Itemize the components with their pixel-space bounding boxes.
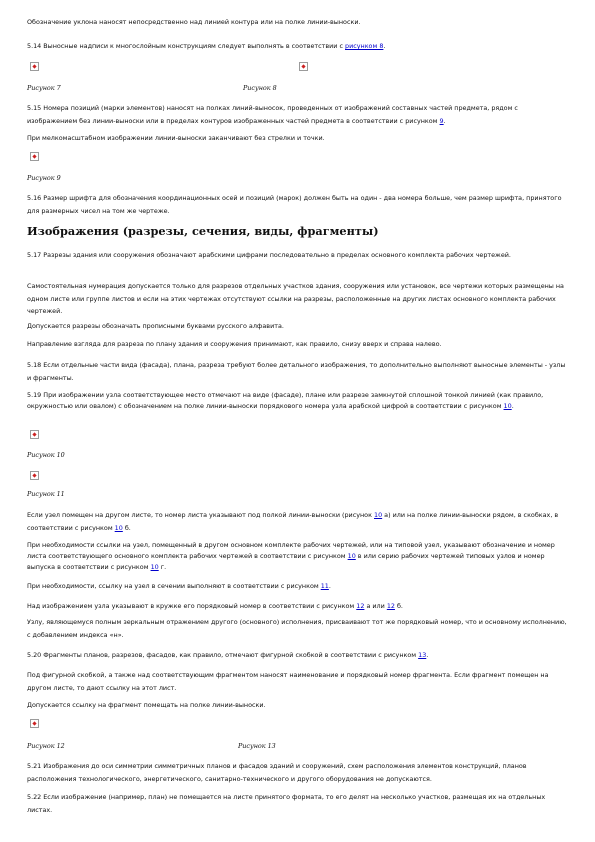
broken-image-icon bbox=[299, 62, 308, 71]
paragraph-text: При необходимости ссылки на узел, помещенный в другом основном комплекте рабочих чертежей, или на типовой узел, указывают обозначение и номер листа соответствующего основного комплекта рабочих чертежей в соответствии с рисунком bbox=[27, 541, 555, 560]
paragraph-text: а) или на полке линии-выноски рядом, в скобках, в соответствии с рисунком bbox=[27, 511, 559, 532]
broken-image-icon bbox=[30, 62, 39, 71]
paragraph-slope: Обозначение уклона наносят непосредственно над линией контура или на полке линии-выноски. bbox=[27, 18, 361, 26]
paragraph-text: При необходимости, ссылку на узел в сечении выполняют в соответствии с рисунком bbox=[27, 582, 321, 590]
link-figure-13[interactable]: 13 bbox=[418, 651, 427, 659]
paragraph-5-14 bbox=[27, 41, 567, 52]
broken-image-icon bbox=[30, 430, 39, 439]
caption-figure-11: Рисунок 11 bbox=[27, 490, 65, 498]
paragraph-section-ref bbox=[27, 581, 567, 592]
link-figure-10[interactable]: 10 bbox=[503, 402, 512, 410]
caption-figure-12: Рисунок 12 bbox=[27, 742, 65, 750]
link-figure-10[interactable]: 10 bbox=[114, 523, 123, 532]
broken-image-icon bbox=[30, 471, 39, 480]
paragraph-text: . bbox=[511, 402, 514, 410]
paragraph-text: Над изображением узла указывают в кружке его порядковый номер в соответствии с рисунком bbox=[27, 602, 357, 610]
link-figure-9[interactable]: 9 bbox=[439, 116, 444, 125]
paragraph-view-direction: Направление взгляда для разреза по плану здания и сооружения принимают, как правило, снизу вверх и справа налево. bbox=[27, 340, 442, 348]
paragraph-5-16: 5.16 Размер шрифта для обозначения координационных осей и позиций (марок) должен быть на один - два номера больше, чем размер шрифта, принятого для размерных чисел на том же чертеже. bbox=[27, 194, 562, 215]
paragraph-text: 5.15 Номера позиций (марки элементов) наносят на полках линий-выносок, проведенных от изображений составных частей предмета, рядом с изображением без линии-выноски или в пределах контуров изображенных частей предмета в соответствии с рисунком bbox=[27, 104, 518, 125]
paragraph-mirror: Узлу, являющемуся полным зеркальным отражением другого (основного) исполнения, присваивают тот же порядковый номер, что и основному исполнению, с добавлением индекса «н». bbox=[27, 618, 567, 639]
paragraph-text: г. bbox=[158, 563, 167, 571]
paragraph-text: б. bbox=[394, 602, 403, 610]
paragraph-5-15 bbox=[27, 102, 567, 127]
paragraph-5-18: 5.18 Если отдельные части вида (фасада), плана, разреза требуют более детального изображения, то дополнительно выполняют выносные элементы - узлы и фрагменты. bbox=[27, 361, 566, 382]
caption-figure-9: Рисунок 9 bbox=[27, 174, 61, 182]
paragraph-typical-node bbox=[27, 540, 567, 573]
paragraph-text: . bbox=[443, 116, 446, 125]
paragraph-5-19 bbox=[27, 390, 567, 412]
section-heading: Изображения (разрезы, сечения, виды, фрагменты) bbox=[27, 224, 379, 238]
link-figure-10[interactable]: 10 bbox=[347, 552, 356, 560]
paragraph-text: 5.19 При изображении узла соответствующее место отмечают на виде (фасаде), плане или разрезе замкнутой сплошной тонкой линией (как правило, окружностью или овалом) с обозначением на полке линии-выноски порядкового номера узла арабской цифрой в соответствии с рисунком bbox=[27, 391, 544, 410]
link-figure-10[interactable]: 10 bbox=[374, 511, 383, 519]
paragraph-text: . bbox=[328, 582, 331, 590]
caption-figure-7: Рисунок 7 bbox=[27, 84, 61, 92]
caption-figure-10: Рисунок 10 bbox=[27, 451, 65, 459]
paragraph-text: в или серию рабочих чертежей типовых узлов и номер выпуска в соответствии с рисунком bbox=[27, 552, 545, 571]
paragraph-letters: Допускается разрезы обозначать прописными буквами русского алфавита. bbox=[27, 322, 284, 330]
caption-figure-8: Рисунок 8 bbox=[243, 84, 277, 92]
broken-image-icon bbox=[30, 719, 39, 728]
caption-figure-13: Рисунок 13 bbox=[238, 742, 276, 750]
link-figure-12[interactable]: 12 bbox=[356, 602, 365, 610]
broken-image-icon bbox=[30, 152, 39, 161]
paragraph-leaders: При мелкомасштабном изображении линии-выноски заканчивают без стрелки и точки. bbox=[27, 134, 325, 142]
paragraph-fragment-name: Под фигурной скобкой, а также над соответствующим фрагментом наносят наименование и порядковый номер фрагмента. Если фрагмент помещен на другом листе, то дают ссылку на этот лист. bbox=[27, 671, 549, 692]
paragraph-other-sheet bbox=[27, 509, 567, 534]
paragraph-text: б. bbox=[122, 523, 131, 532]
paragraph-5-21: 5.21 Изображения до оси симметрии симметричных планов и фасадов зданий и сооружений, схем расположения элементов конструкций, планов расположения технологического, энергетического, санитарно-технического и другого оборудования не допускаются. bbox=[27, 762, 527, 783]
paragraph-5-22: 5.22 Если изображение (например, план) не помещается на листе принятого формата, то его делят на несколько участков, размещая их на отдельных листах. bbox=[27, 793, 546, 814]
paragraph-text: . bbox=[383, 42, 386, 50]
paragraph-node-number bbox=[27, 601, 567, 612]
link-figure-8[interactable]: рисунком 8 bbox=[345, 42, 384, 50]
link-figure-12[interactable]: 12 bbox=[386, 602, 395, 610]
paragraph-5-20 bbox=[27, 650, 567, 661]
paragraph-text: . bbox=[426, 651, 429, 659]
paragraph-text: 5.20 Фрагменты планов, разрезов, фасадов, как правило, отмечают фигурной скобкой в соответствии с рисунком bbox=[27, 651, 419, 659]
paragraph-5-17: 5.17 Разрезы здания или сооружения обозначают арабскими цифрами последовательно в пределах основного комплекта рабочих чертежей. bbox=[27, 251, 511, 259]
link-figure-11[interactable]: 11 bbox=[320, 582, 329, 590]
paragraph-text: 5.14 Выносные надписи к многослойным конструкциям следует выполнять в соответствии с bbox=[27, 42, 346, 50]
paragraph-fragment-ref: Допускается ссылку на фрагмент помещать на полке линии-выноски. bbox=[27, 701, 266, 709]
paragraph-text: а или bbox=[364, 602, 387, 610]
link-figure-10[interactable]: 10 bbox=[150, 563, 159, 571]
paragraph-numbering: Самостоятельная нумерация допускается только для разрезов отдельных участков здания, сооружения или установок, все чертежи которых размещены на одном листе или группе листов и если на этих чертежах отсутствуют ссылки на разрезы, расположенные на других листах основного комплекта рабочих чертежей. bbox=[27, 282, 564, 315]
paragraph-text: Если узел помещен на другом листе, то номер листа указывают под полкой линии-выноски (рисунок bbox=[27, 511, 374, 519]
